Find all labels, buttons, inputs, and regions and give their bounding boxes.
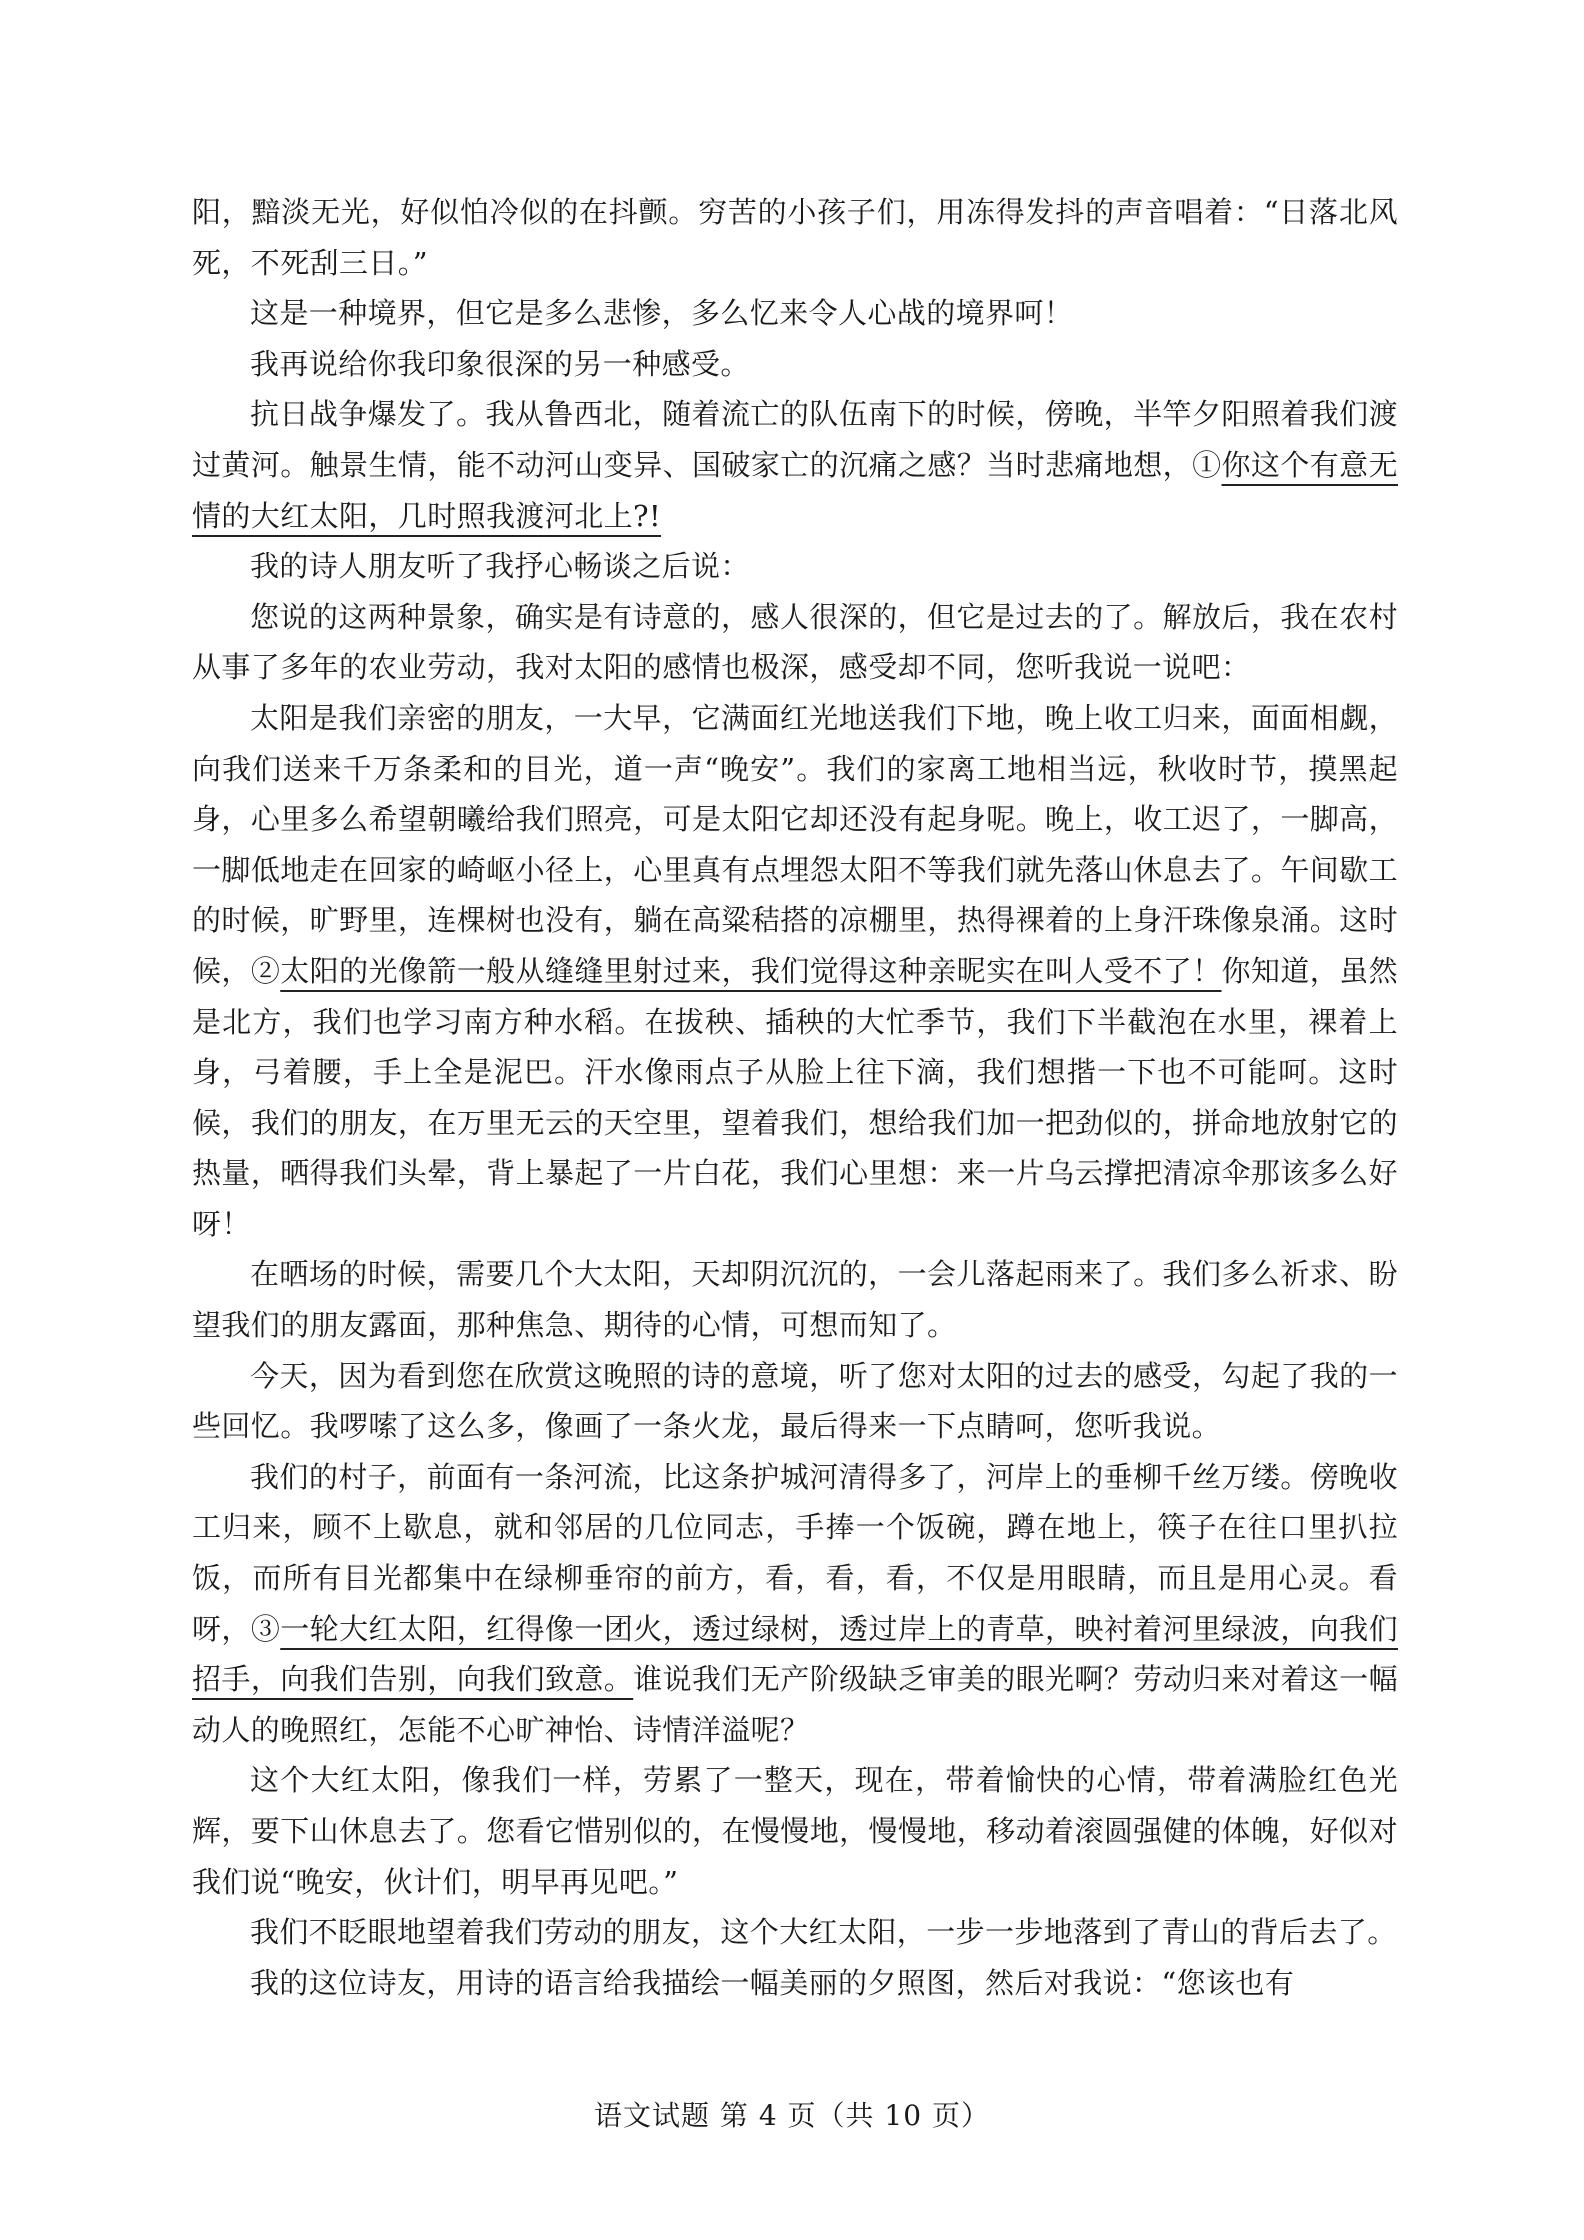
paragraph-0 [192,187,1398,288]
paragraph-7 [192,1249,1398,1350]
sentence-marker-2: ② [250,953,281,988]
paragraph-text: 你知道，虽然是北方，我们也学习南方种水稻。在拔秧、插秧的大忙季节，我们下半截泡在水里，裸着上身，弓着腰，手上全是泥巴。汗水像雨点子从脸上往下滴，我们想揩一下也不可能呵。这时候，我们的朋友，在万里无云的天空里，望着我们，想给我们加一把劲似的，拼命地放射它的热量，晒得我们头晕，背上暴起了一片白花，我们心里想：来一片乌云撑把清凉伞那该多么好呀！ [192,953,1399,1241]
paragraph-10 [192,1755,1398,1907]
paragraph-6 [192,693,1398,1250]
paragraph-text: 我的这位诗友，用诗的语言给我描绘一幅美丽的夕照图，然后对我说：“您该也有 [250,1965,1295,2000]
paragraph-9 [192,1452,1398,1756]
paragraph-text: 在晒场的时候，需要几个大太阳，天却阴沉沉的，一会儿落起雨来了。我们多么祈求、盼望我们的朋友露面，那种焦急、期待的心情，可想而知了。 [192,1257,1398,1343]
paragraph-text: 谁说我们无产阶级缺乏审美的眼光啊？劳动归来对着这一幅动人的晚照红，怎能不心旷神怡、诗情洋溢呢？ [192,1662,1398,1747]
sentence-marker-1: ① [1192,447,1222,482]
paragraph-text: 我们不眨眼地望着我们劳动的朋友，这个大红太阳，一步一步地落到了青山的背后去了。 [250,1915,1397,1950]
paragraph-3 [192,389,1398,541]
paragraph-1 [192,288,1398,339]
paragraph-text: 我们的村子，前面有一条河流，比这条护城河清得多了，河岸上的垂柳千丝万缕。傍晚收工归来，顾不上歇息，就和邻居的几位同志，手捧一个饭碗，蹲在地上，筷子在往口里扒拉饭，而所有目光都集中在绿柳垂帘的前方，看，看，看，不仅是用眼睛，而且是用心灵。看呀， [192,1459,1398,1646]
exam-page-body [192,187,1398,2008]
paragraph-text: 抗日战争爆发了。我从鲁西北，随着流亡的队伍南下的时候，傍晚，半竿夕阳照着我们渡过黄河。触景生情，能不动河山变异、国破家亡的沉痛之感？当时悲痛地想， [192,397,1398,482]
paragraph-text: 太阳是我们亲密的朋友，一大早，它满面红光地送我们下地，晚上收工归来，面面相觑，向我们送来千万条柔和的目光，道一声“晚安”。我们的家离工地相当远，秋收时节，摸黑起身，心里多么希望朝曦给我们照亮，可是太阳它却还没有起身呢。晚上，收工迟了，一脚高，一脚低地走在回家的崎岖小径上，心里真有点埋怨太阳不等我们就先落山休息去了。午间歇工的时候，旷野里，连棵树也没有，躺在高粱秸搭的凉棚里，热得裸着的上身汗珠像泉涌。这时候， [192,700,1398,988]
page-footer [0,2094,1584,2134]
paragraph-text: 这个大红太阳，像我们一样，劳累了一整天，现在，带着愉快的心情，带着满脸红色光辉，要下山休息去了。您看它惜别似的，在慢慢地，慢慢地，移动着滚圆强健的体魄，好似对我们说“晚安，伙计们，明早再见吧。” [192,1763,1398,1899]
paragraph-text: 我的诗人朋友听了我抒心畅谈之后说： [250,549,750,584]
paragraph-11 [192,1907,1398,1958]
paragraph-text: 您说的这两种景象，确实是有诗意的，感人很深的，但它是过去的了。解放后，我在农村从事了多年的农业劳动，我对太阳的感情也极深，感受却不同，您听我说一说吧： [192,599,1398,685]
underlined-sentence-2: 太阳的光像箭一般从缝缝里射过来，我们觉得这种亲昵实在叫人受不了！ [280,953,1222,988]
paragraph-12 [192,1958,1398,2009]
paragraph-4 [192,541,1398,592]
paragraph-5 [192,592,1398,693]
underlined-sentence-1: 你这个有意无情的大红太阳，几时照我渡河北上?! [192,447,1398,533]
paragraph-2 [192,339,1398,390]
paragraph-text: 我再说给你我印象很深的另一种感受。 [250,346,750,381]
paragraph-8 [192,1351,1398,1452]
page-number-label: 语文试题 第 4 页（共 10 页） [594,2099,990,2132]
paragraph-text: 今天，因为看到您在欣赏这晚照的诗的意境，听了您对太阳的过去的感受，勾起了我的一些回忆。我啰嗦了这么多，像画了一条火龙，最后得来一下点睛呵，您听我说。 [192,1358,1398,1444]
underlined-sentence-3: 一轮大红太阳，红得像一团火，透过绿树，透过岸上的青草，映衬着河里绿波，向我们招手，向我们告别，向我们致意。 [192,1611,1399,1697]
paragraph-text: 阳，黯淡无光，好似怕冷似的在抖颤。穷苦的小孩子们，用冻得发抖的声音唱着：“日落北风死，不死刮三日。” [192,195,1398,280]
sentence-marker-3: ③ [250,1611,281,1646]
paragraph-text: 这是一种境界，但它是多么悲惨，多么忆来令人心战的境界呵！ [250,296,1074,331]
